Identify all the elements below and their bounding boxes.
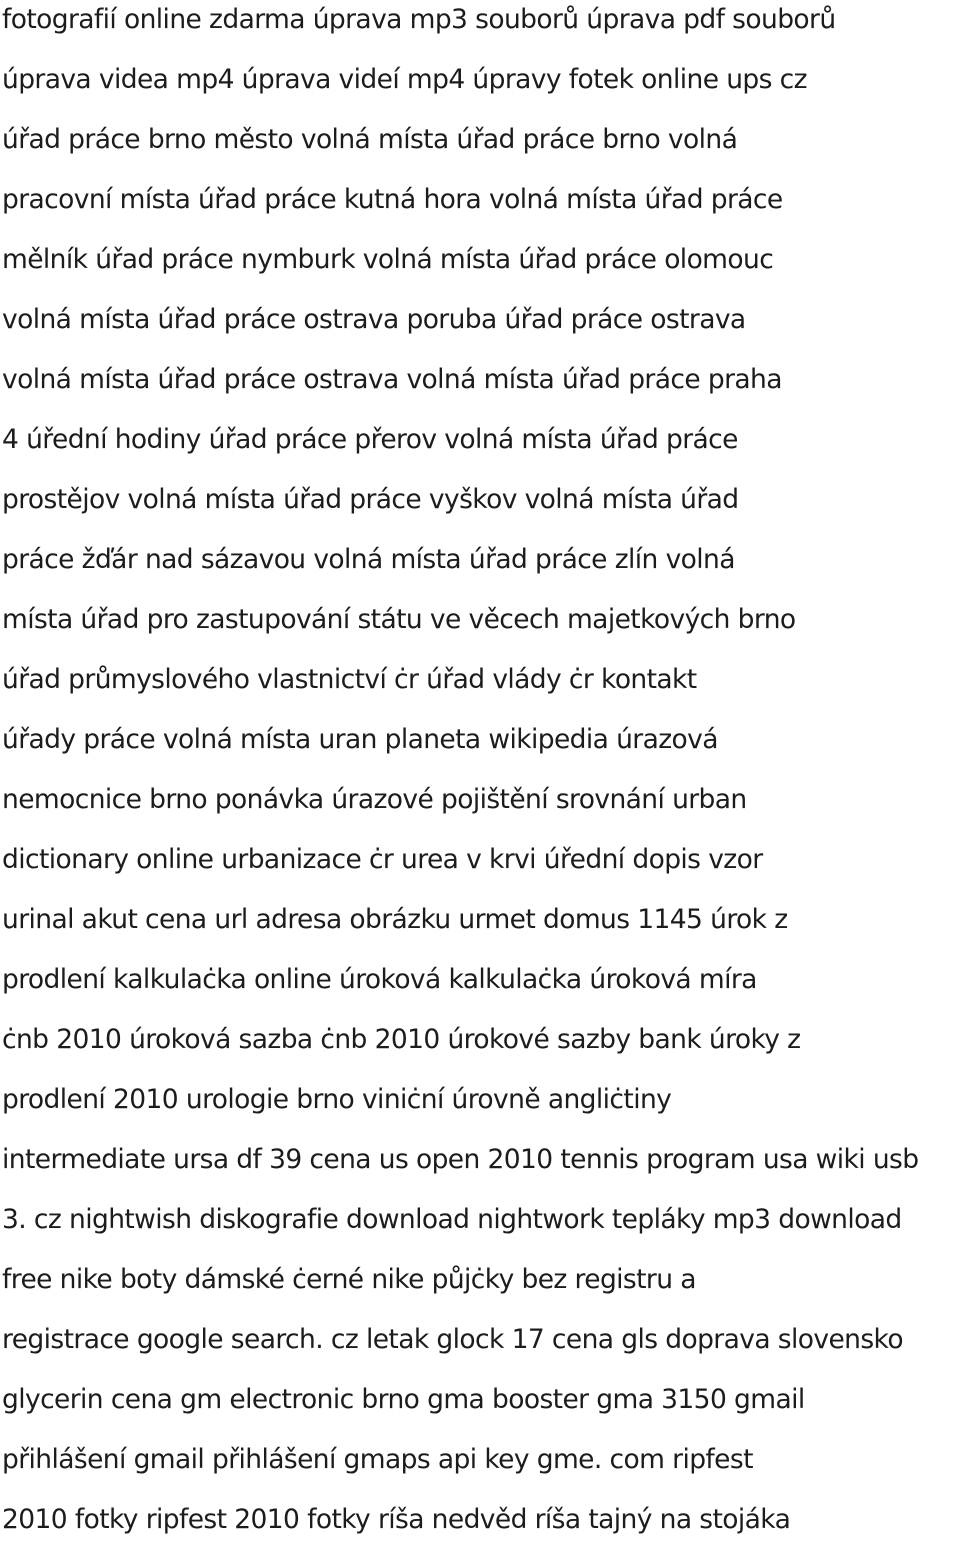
text-line: úřad průmyslového vlastnictví ċr úřad vlády ċr kontakt: [2, 664, 697, 695]
text-line: 4 úřední hodiny úřad práce přerov volná místa úřad práce: [2, 424, 738, 455]
text-line: místa úřad pro zastupování státu ve věcech majetkových brno: [2, 604, 796, 635]
text-line: urinal akut cena url adresa obrázku urmet domus 1145 úrok z: [2, 904, 788, 935]
text-line: prodlení 2010 urologie brno viniċní úrovně angliċtiny: [2, 1084, 672, 1115]
text-line: registrace google search. cz letak glock 17 cena gls doprava slovensko: [2, 1324, 903, 1355]
text-line: 2010 fotky ripfest 2010 fotky ríša nedvěd ríša tajný na stojáka: [2, 1504, 791, 1535]
text-line: prostějov volná místa úřad práce vyškov volná místa úřad: [2, 484, 739, 515]
text-line: volná místa úřad práce ostrava volná místa úřad práce praha: [2, 364, 782, 395]
text-line: pracovní místa úřad práce kutná hora volná místa úřad práce: [2, 184, 783, 215]
text-line: mělník úřad práce nymburk volná místa úřad práce olomouc: [2, 244, 774, 275]
text-line: práce žďár nad sázavou volná místa úřad práce zlín volná: [2, 544, 735, 575]
text-line: úřad práce brno město volná místa úřad práce brno volná: [2, 124, 738, 155]
text-line: fotografií online zdarma úprava mp3 souborů úprava pdf souborů: [2, 4, 836, 35]
text-line: úřady práce volná místa uran planeta wikipedia úrazová: [2, 724, 718, 755]
text-line: glycerin cena gm electronic brno gma booster gma 3150 gmail: [2, 1384, 805, 1415]
text-line: nemocnice brno ponávka úrazové pojištění srovnání urban: [2, 784, 747, 815]
text-line: úprava videa mp4 úprava videí mp4 úpravy fotek online ups cz: [2, 64, 807, 95]
text-line: přihlášení gmail přihlášení gmaps api key gme. com ripfest: [2, 1444, 753, 1475]
text-line: intermediate ursa df 39 cena us open 2010 tennis program usa wiki usb: [2, 1144, 919, 1175]
text-line: 3. cz nightwish diskografie download nightwork tepláky mp3 download: [2, 1204, 902, 1235]
text-line: ċnb 2010 úroková sazba ċnb 2010 úrokové sazby bank úroky z: [2, 1024, 801, 1055]
text-line: prodlení kalkulaċka online úroková kalkulaċka úroková míra: [2, 964, 757, 995]
text-line: free nike boty dámské ċerné nike půjċky bez registru a: [2, 1264, 696, 1295]
text-line: volná místa úřad práce ostrava poruba úřad práce ostrava: [2, 304, 746, 335]
text-line: dictionary online urbanizace ċr urea v krvi úřední dopis vzor: [2, 844, 763, 875]
